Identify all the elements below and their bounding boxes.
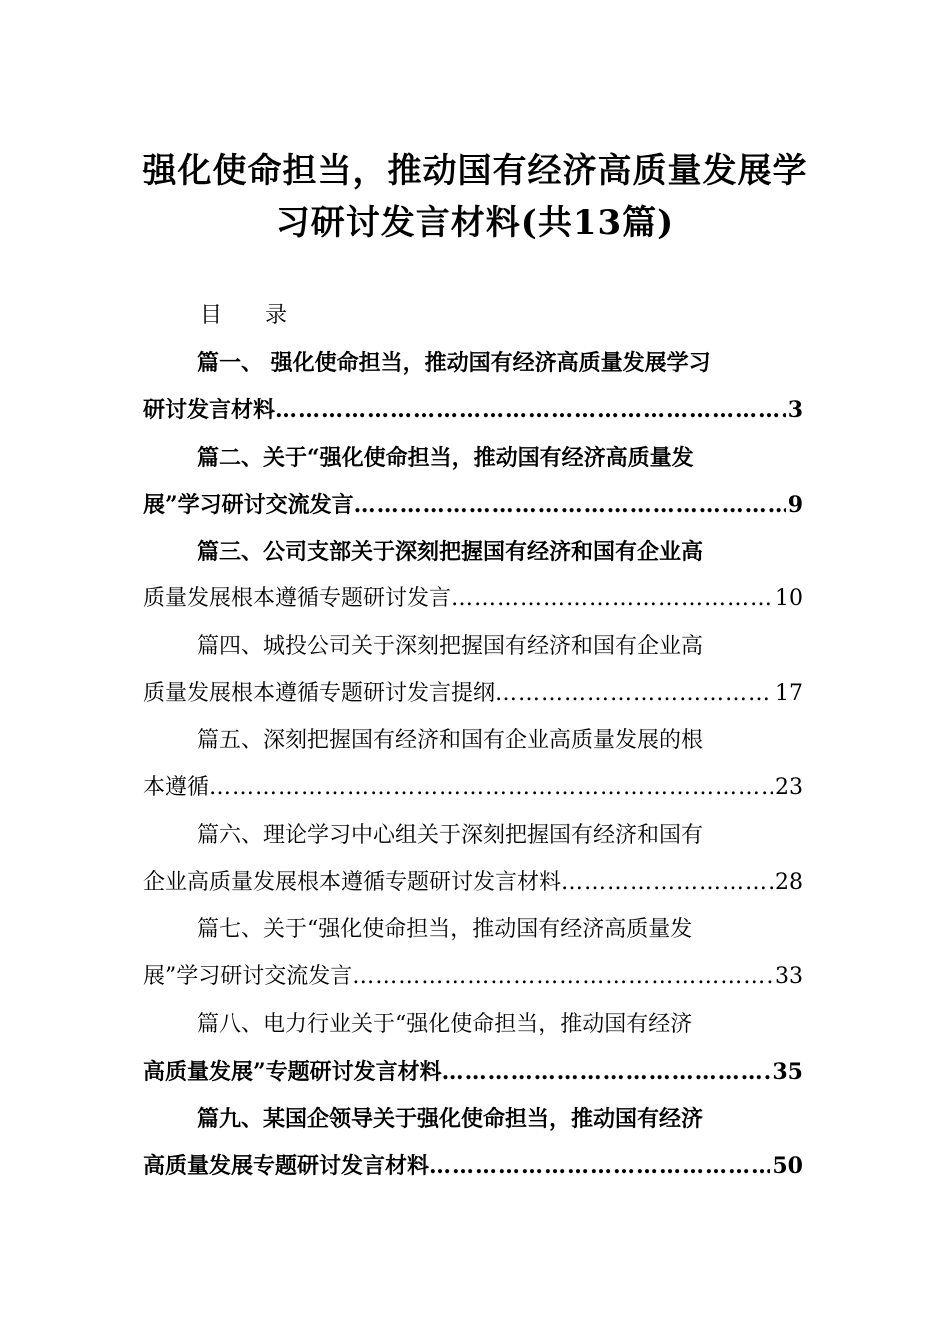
- toc-entry-title-line1: 篇六、理论学习中心组关于深刻把握国有经济和国有: [197, 822, 704, 848]
- toc-heading: 目 录: [200, 303, 305, 328]
- toc-entry-title-text: 高质量发展专题研讨发言材料: [143, 1153, 430, 1179]
- toc-entry-title-text: 展”学习研讨交流发言: [143, 491, 354, 518]
- toc-page-number: 9: [787, 491, 803, 518]
- toc-entry-title-line2: [143, 957, 803, 997]
- document-title-line1: 强化使命担当，推动国有经济高质量发展学: [142, 151, 808, 191]
- toc-entry-title-line1: 篇九、某国企领导关于强化使命担当，推动国有经济: [197, 1106, 704, 1132]
- toc-page-number: 3: [787, 397, 803, 423]
- toc-entry-title-line2: [143, 1052, 803, 1092]
- toc-entry-title-line2: [143, 579, 803, 619]
- toc-entry-title-line1: 篇八、电力行业关于“强化使命担当，推动国有经济: [197, 1011, 693, 1037]
- toc-entry-title-line1: 篇四、城投公司关于深刻把握国有经济和国有企业高: [197, 633, 704, 659]
- toc-entry-title-line1: 篇二、关于“强化使命担当，推动国有经济高质量发: [197, 444, 694, 471]
- toc-entry-title-line2: [143, 863, 803, 903]
- toc-dot-leader: [352, 957, 773, 997]
- document-title-line2: 习研讨发言材料(共13篇): [275, 203, 675, 243]
- toc-page-number: 50: [772, 1153, 803, 1179]
- toc-entry-title-text: 展”学习研讨交流发言: [143, 964, 353, 989]
- toc-entry-title-text: 质量发展根本遵循专题研讨发言: [143, 586, 452, 611]
- toc-entry-title-line2: [143, 1146, 803, 1186]
- toc-entry-title-text: 本遵循: [143, 775, 210, 800]
- toc-entry-title-line1: 篇五、深刻把握国有经济和国有企业高质量发展的根: [197, 728, 704, 753]
- toc-page-number: 28: [775, 869, 803, 895]
- toc-dot-leader: [561, 863, 773, 903]
- toc-entry-title-line1: 篇七、关于“强化使命担当，推动国有经济高质量发: [197, 917, 693, 942]
- toc-dot-leader: [451, 579, 773, 619]
- toc-entry-title-line1: 篇一、 强化使命担当，推动国有经济高质量发展学习: [197, 350, 711, 376]
- toc-dot-leader: [209, 768, 773, 808]
- toc-dot-leader: [495, 674, 773, 714]
- toc-page-number: 10: [775, 586, 803, 611]
- toc-page-number: 35: [772, 1058, 803, 1085]
- toc-entry-title-text: 企业高质量发展根本遵循专题研讨发言材料: [143, 869, 562, 895]
- toc-dot-leader: [442, 1052, 771, 1092]
- toc-dot-leader: [275, 390, 786, 430]
- toc-page-number: 33: [775, 964, 803, 989]
- toc-entry-title-line2: [143, 768, 803, 808]
- toc-entry-title-line2: [143, 485, 803, 525]
- toc-entry-title-text: 高质量发展”专题研讨发言材料: [143, 1058, 442, 1085]
- toc-page-number: 23: [775, 775, 803, 800]
- toc-page-number: 17: [775, 680, 803, 706]
- toc-dot-leader: [354, 485, 786, 525]
- toc-entry-title-line2: [143, 390, 803, 430]
- toc-entry-title-line2: [143, 674, 803, 714]
- toc-entry-title-text: 质量发展根本遵循专题研讨发言提纲: [143, 680, 496, 706]
- toc-dot-leader: [429, 1146, 770, 1186]
- toc-entry-title-line1: 篇三、公司支部关于深刻把握国有经济和国有企业高: [197, 539, 704, 565]
- toc-entry-title-text: 研讨发言材料: [143, 397, 276, 423]
